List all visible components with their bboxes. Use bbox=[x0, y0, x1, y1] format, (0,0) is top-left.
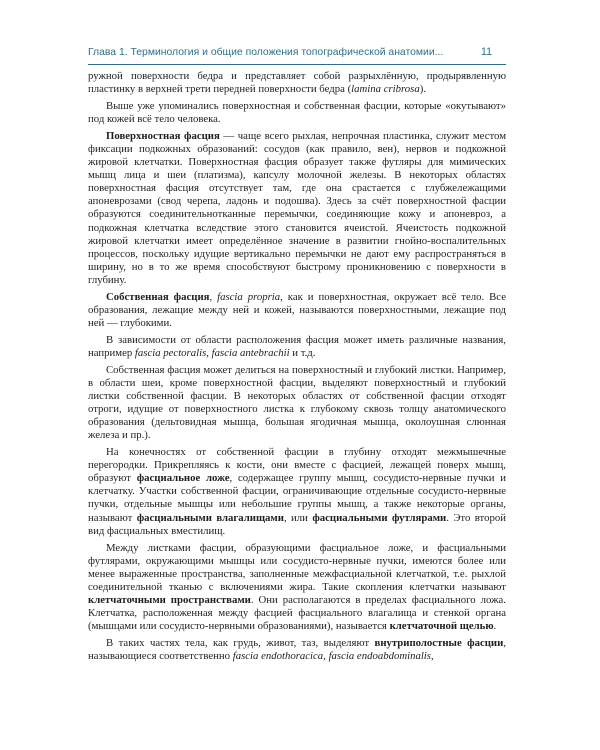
term-bold: клетчаточной щелью bbox=[389, 619, 494, 632]
term-latin: fascia antebrachii bbox=[211, 346, 290, 359]
text-run: Выше уже упоминались поверхностная и собственная фасции, которые «окутывают» под кожей всё тело человека. bbox=[88, 100, 506, 126]
paragraph bbox=[88, 130, 506, 287]
text-run: , содержащее группу мышц, сосудисто-нервные пучки и клетчатку. Участки собственной фасции, ограничивающие отдельные сосудисто-нервные пучки, отдельные мышцы или небольшие группы мышц, а также некоторые органы, называют bbox=[88, 472, 506, 524]
text-run: В таких частях тела, как грудь, живот, таз, выделяют bbox=[106, 636, 375, 649]
paragraph bbox=[88, 637, 506, 663]
page-number: 11 bbox=[481, 46, 492, 58]
text-run: , bbox=[206, 346, 212, 359]
text-run: ). bbox=[419, 83, 427, 96]
text-run: . bbox=[493, 619, 497, 632]
paragraph bbox=[88, 70, 506, 96]
text-run: Собственная фасция может делиться на поверхностный и глубокий листки. Например, в области шеи, кроме поверхностной фасции, выделяют поверхностный и глубокий листки собственной фасции. В некоторых областях от собственной фасции отходят отроги, идущие от поверхностного листка к глубокому сквозь толщу анатомического образования (дельтовидная мышца, большая ягодичная мышца, околоушная слюнная железа и пр.). bbox=[88, 363, 506, 442]
term-bold: фасциальными влагалищами bbox=[136, 511, 284, 524]
running-header bbox=[88, 46, 506, 59]
paragraph bbox=[88, 364, 506, 442]
term-latin: fascia endothoracica bbox=[232, 649, 324, 662]
text-run: , bbox=[209, 290, 218, 303]
text-run: На конечностях от собственной фасции в глубину отходят межмышечные перегородки. Прикрепляясь к кости, они вместе с фасцией, лежащей поверх мышц, образуют bbox=[88, 446, 506, 485]
term-bold: фасциальными футлярами bbox=[312, 511, 447, 524]
term-bold: Поверхностная фасция bbox=[106, 130, 220, 143]
text-run: и т.д. bbox=[289, 346, 316, 359]
term-latin: lamina cribrosa bbox=[351, 83, 420, 96]
paragraph bbox=[88, 291, 506, 330]
term-bold: клетчаточными пространствами bbox=[88, 593, 251, 606]
text-run: , называющиеся соответственно bbox=[88, 636, 506, 662]
text-run: . Это второй вид фасциальных вместилищ. bbox=[88, 511, 506, 537]
body-text bbox=[88, 70, 506, 667]
header-rule bbox=[88, 64, 506, 65]
text-run: , bbox=[323, 649, 329, 662]
term-bold: фасциальное ложе bbox=[136, 472, 230, 485]
text-run: , bbox=[430, 649, 434, 662]
paragraph bbox=[88, 334, 506, 360]
chapter-title: Глава 1. Терминология и общие положения топографической анатомии... bbox=[88, 47, 444, 58]
text-run: , или bbox=[283, 511, 313, 524]
paragraph bbox=[88, 542, 506, 633]
term-bold: Собственная фасция bbox=[106, 290, 210, 303]
text-run: ружной поверхности бедра и представляет собой разрыхлённую, продырявленную пластинку в верхней трети передней поверхности бедра ( bbox=[88, 70, 506, 96]
text-run: Между листками фасции, образующими фасциальное ложе, и фасциальными футлярами, окружающими мышцы или сосудисто-нервные пучки, имеются более или менее выраженные пространства, заполненные межфасциальной клетчаткой, т.е. рыхлой соединительной тканью с включениями жира. Такие скопления клетчатки называют bbox=[88, 541, 506, 593]
term-latin: fascia pectoralis bbox=[134, 346, 207, 359]
text-run: . Они располагаются в пределах фасциального ложа. Клетчатка, расположенная между фасцией фасциального влагалища и стенкой органа (мышцами или сосудисто-нервными образованиями), называется bbox=[88, 593, 506, 632]
text-run: , как и поверхностная, окружает всё тело. Все образования, лежащие между ней и кожей, называются поверхностными, лежащие под ней — глубокими. bbox=[88, 290, 506, 329]
term-bold: внутриполостные фасции bbox=[374, 636, 504, 649]
text-run: — чаще всего рыхлая, непрочная пластинка, служит местом фиксации подкожных образований: сосудов (как правило, вен), нервов и подкожной жировой клетчатки. Поверхностная фасция образует также футляры для мимических мышц лица и шеи (платизма), капсулу молочной железы. В некоторых областях поверхностная фасция отсутствует там, где она срастается с глубжележащими апоневрозами (свод черепа, ладонь и подошва). Здесь за счёт поверхностной фасции образуются соединительнотканные перемычки, соединяющие кожу и апоневроз, а подкожная клетчатка вследствие этого становится ячеистой. Ячеистость подкожной жировой клетчатки имеет определённое значение в развитии гнойно-воспалительных процессов, поскольку идущие вертикально перемычки не дают ему распространяться в ширину, но в то же время способствуют быстрому проникновению с поверхности в глубину. bbox=[88, 130, 506, 286]
text-run: В зависимости от области расположения фасция может иметь различные названия, например bbox=[88, 333, 506, 359]
paragraph bbox=[88, 100, 506, 126]
paragraph bbox=[88, 446, 506, 537]
term-latin: fascia propria bbox=[217, 290, 281, 303]
term-latin: fascia endoabdominalis bbox=[328, 649, 431, 662]
